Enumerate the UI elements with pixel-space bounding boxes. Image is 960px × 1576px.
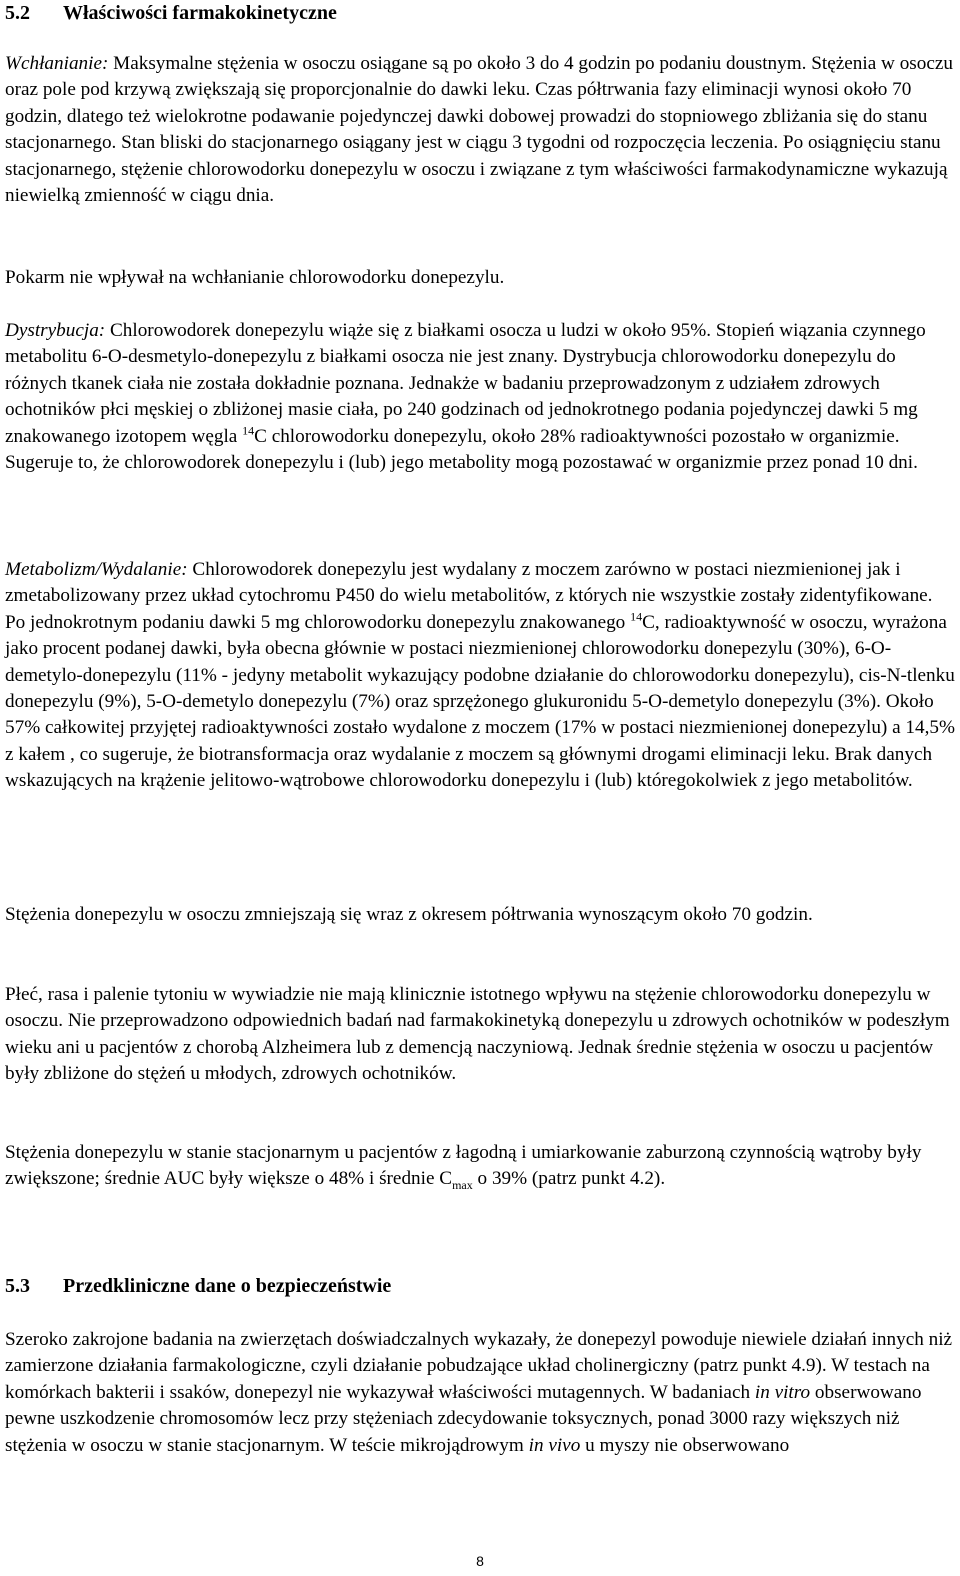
- preclinical-text-b: obserwowano pewne uszkodzenie chromosomów lecz przy stężeniach zdecydowanie toksycznych, ponad 3000 razy większych niż stężenia w osoczu w stanie stacjonarnym. W teście mikrojądrowym: [5, 1381, 922, 1456]
- in-vivo-term: in vivo: [528, 1434, 581, 1456]
- food-text: Pokarm nie wpływał na wchłanianie chlorowodorku donepezylu.: [5, 267, 505, 288]
- isotope-superscript: 14: [242, 423, 255, 438]
- page-number: 8: [476, 1553, 484, 1569]
- section-title: Przedkliniczne dane o bezpieczeństwie: [63, 1275, 392, 1297]
- halflife-paragraph: [5, 902, 955, 928]
- preclinical-paragraph: [5, 1327, 955, 1459]
- metabolism-text-a: Chlorowodorek donepezylu jest wydalany z moczem zarówno w postaci niezmienionej jak i zmetabolizowany przez układ cytochromu P450 do wielu metabolitów, z których nie wszystkie zostały zidentyfikowane. Po jednokrotnym podaniu dawki 5 mg chlorowodorku donepezylu znakowanego: [5, 559, 933, 633]
- hepatic-text-b: o 39% (patrz punkt 4.2).: [472, 1168, 666, 1190]
- section-heading-5-2: [5, 0, 337, 26]
- distribution-paragraph: [5, 318, 955, 476]
- factors-text: Płeć, rasa i palenie tytoniu w wywiadzie nie mają klinicznie istotnego wpływu na stężenie chlorowodorku donepezylu w osoczu. Nie przeprowadzono odpowiednich badań nad farmakokinetyką donepezylu u zdrowych ochotników w podeszłym wieku ani u pacjentów z chorobą Alzheimera lub z demencją naczyniową. Jednak średnie stężenia w osoczu u pacjentów były zbliżone do stężeń u młodych, zdrowych ochotników.: [5, 984, 950, 1085]
- distribution-text-b: C chlorowodorku donepezylu, około 28% radioaktywności pozostało w organizmie. Sugeruje to, że chlorowodorek donepezylu i (lub) jego metabolity mogą pozostawać w organizmie przez ponad 10 dni.: [5, 425, 918, 474]
- metabolism-paragraph: [5, 557, 955, 795]
- section-number: 5.2: [5, 2, 30, 24]
- absorption-label: Wchłanianie:: [5, 53, 109, 74]
- preclinical-text-c: u myszy nie obserwowano: [580, 1434, 790, 1456]
- isotope-superscript: 14: [630, 609, 643, 624]
- absorption-paragraph: [5, 51, 955, 209]
- metabolism-text-b: C, radioaktywność w osoczu, wyrażona jako procent podanej dawki, była obecna głównie w postaci niezmienionej chlorowodorku donepezylu (30%), 6-O-demetylo-donepezylu (11% - jedyny metabolit wykazujący podobne działanie do chlorowodorku donepezylu), cis-N-tlenku donepezylu (9%), 5-O-demetylo donepezylu (7%) oraz sprzężonego glukuronidu 5-O-demetylo donepezylu (3%). Około 57% całkowitej przyjętej radioaktywności zostało wydalone z moczem (17% w postaci niezmienionej donepezylu) a 14,5% z kałem , co sugeruje, że biotransformacja oraz wydalanie z moczem są głównymi drogami eliminacji leku. Brak danych wskazujących na krążenie jelitowo-wątrobowe chlorowodorku donepezylu i (lub) któregokolwiek z jego metabolitów.: [5, 611, 955, 792]
- distribution-text-a: Chlorowodorek donepezylu wiąże się z białkami osocza u ludzi w około 95%. Stopień wiązania czynnego metabolitu 6-O-desmetylo-donepezylu z białkami osocza nie jest znany. Dystrybucja chlorowodorku donepezylu do różnych tkanek ciała nie została dokładnie poznana. Jednakże w badaniu przeprowadzonym z udziałem zdrowych ochotników płci męskiej o zbliżonej masie ciała, po 240 godzinach od jednokrotnego podania pojedynczej dawki 5 mg znakowanego izotopem węgla: [5, 320, 926, 447]
- factors-paragraph: [5, 982, 955, 1088]
- section-heading-5-3: [5, 1273, 391, 1299]
- cmax-subscript: max: [452, 1178, 473, 1193]
- section-number: 5.3: [5, 1275, 30, 1297]
- preclinical-text-a: Szeroko zakrojone badania na zwierzętach doświadczalnych wykazały, że donepezyl powoduje niewiele działań innych niż zamierzone działania farmakologiczne, czyli działanie pobudzające układ cholinergiczny (patrz punkt 4.9). W testach na komórkach bakterii i ssaków, donepezyl nie wykazywał właściwości mutagennych. W badaniach: [5, 1329, 953, 1403]
- distribution-label: Dystrybucja:: [5, 320, 106, 341]
- hepatic-paragraph: [5, 1140, 955, 1193]
- section-title: Właściwości farmakokinetyczne: [63, 2, 337, 24]
- metabolism-label: Metabolizm/Wydalanie:: [5, 559, 188, 580]
- halflife-text: Stężenia donepezylu w osoczu zmniejszają się wraz z okresem półtrwania wynoszącym około 70 godzin.: [5, 904, 813, 925]
- absorption-text: Maksymalne stężenia w osoczu osiągane są po około 3 do 4 godzin po podaniu doustnym. Stężenia w osoczu oraz pole pod krzywą zwiększają się proporcjonalnie do dawki leku. Czas półtrwania fazy eliminacji wynosi około 70 godzin, dlatego też wielokrotne podawanie pojedynczej dawki dobowej prowadzi do stopniowego zbliżania się do stanu stacjonarnego. Stan bliski do stacjonarnego osiągany jest w ciągu 3 tygodni od rozpoczęcia leczenia. Po osiągnięciu stanu stacjonarnego, stężenie chlorowodorku donepezylu w osoczu i związane z tym właściwości farmakodynamiczne wykazują niewielką zmienność w ciągu dnia.: [5, 53, 953, 207]
- hepatic-text-a: Stężenia donepezylu w stanie stacjonarnym u pacjentów z łagodną i umiarkowanie zaburzoną czynnością wątroby były zwiększone; średnie AUC były większe o 48% i średnie C: [5, 1142, 922, 1190]
- in-vitro-term: in vitro: [754, 1381, 811, 1403]
- food-paragraph: [5, 265, 955, 291]
